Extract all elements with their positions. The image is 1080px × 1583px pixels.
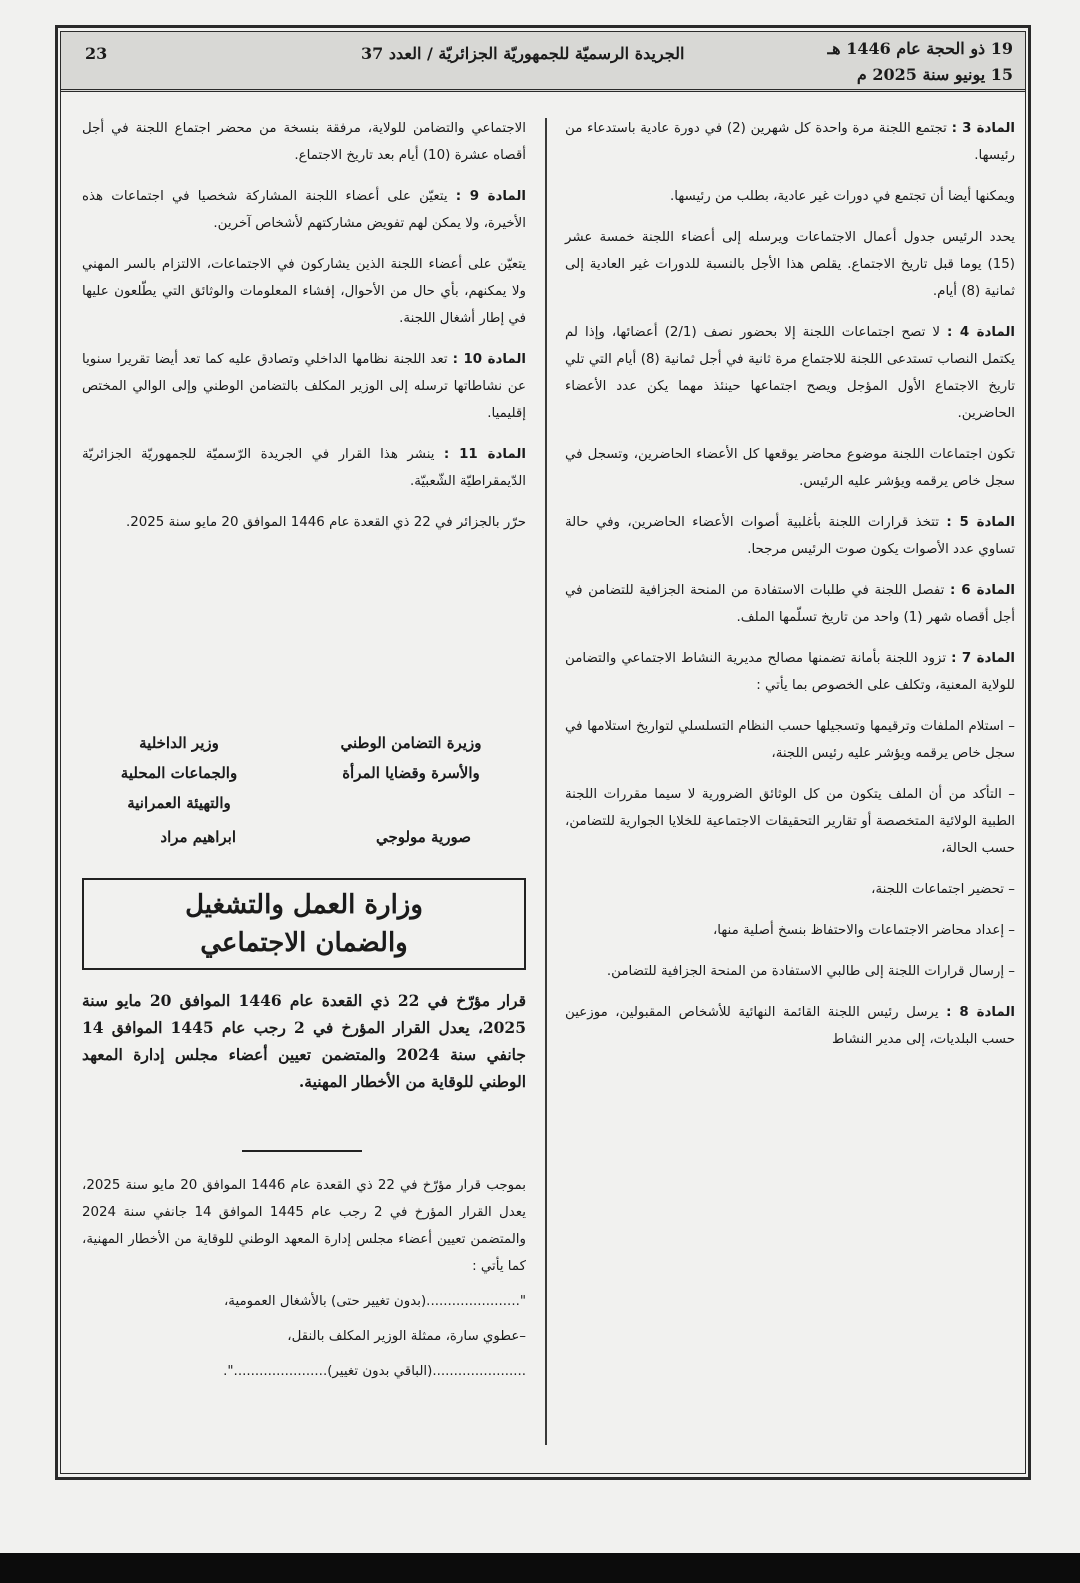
paragraph: –عطوي سارة، ممثلة الوزير المكلف بالنقل، xyxy=(287,1329,526,1344)
list-item: – إرسال قرارات اللجنة إلى طالبي الاستفادة من المنحة الجزافية للتضامن. xyxy=(606,964,1015,979)
article-label: المادة 5 : xyxy=(946,515,1015,530)
article-label: المادة 6 : xyxy=(949,583,1015,598)
paragraph-text: يرسل رئيس اللجنة القائمة النهائية للأشخاص المقبولين، موزعين حسب البلديات، إلى مدير النشاط xyxy=(565,1005,1015,1047)
signer-solidarity-minister xyxy=(296,728,526,788)
paragraph: "......................(بدون تغيير حتى) بالأشغال العمومية، xyxy=(223,1294,526,1309)
decree-title: قرار مؤرّخ في 22 ذي القعدة عام 1446 الموافق 20 مايو سنة 2025، يعدل القرار المؤرخ في 2 رجب عام 1445 الموافق 14 جانفي سنة 2024 والمتضمن تعيين أعضاء مجلس إدارة المعهد الوطني للوقاية من الأخطار المهنية. xyxy=(82,991,527,1091)
paragraph-text: لا تصح اجتماعات اللجنة إلا بحضور نصف (2/1) أعضائها، وإذا لم يكتمل النصاب تستدعى اللجنة للاجتماع مرة ثانية في أجل ثمانية (8) أيام التي تلي تاريخ الاجتماع الأول المؤجل ويصح اجتماعها حينئذ مهما يكن عدد الأعضاء الحاضرين. xyxy=(565,325,1015,421)
signer-title-line: والأسرة وقضايا المرأة xyxy=(342,764,480,782)
article-11 xyxy=(82,441,526,495)
signer-name-a: صورية مولوجي xyxy=(375,828,471,846)
article-5 xyxy=(565,509,1015,563)
paragraph-text: تفصل اللجنة في طلبات الاستفادة من المنحة الجزافية للتضامن في أجل أقصاه شهر (1) واحد من تاريخ تسلّمها الملف. xyxy=(565,583,1015,625)
signatories xyxy=(82,728,526,868)
page-header xyxy=(61,32,1025,92)
article-label: المادة 4 : xyxy=(947,325,1016,340)
page-number: 23 xyxy=(85,44,108,63)
article-10 xyxy=(82,346,526,427)
signer-name-b: ابراهيم مراد xyxy=(160,828,236,846)
ministry-heading-line: والضمان الاجتماعي xyxy=(200,928,408,958)
ministry-heading-box xyxy=(82,878,526,970)
article-label: المادة 8 : xyxy=(946,1005,1015,1020)
signing-place-date: حرّر بالجزائر في 22 ذي القعدة عام 1446 الموافق 20 مايو سنة 2025. xyxy=(125,515,526,530)
paragraph-text: يتعيّن على أعضاء اللجنة المشاركة شخصيا في اجتماعات هذه الأخيرة، ولا يمكن لهم تفويض مشاركتهم لأشخاص آخرين. xyxy=(82,189,526,231)
right-column xyxy=(565,115,1015,1067)
paragraph-text: تجتمع اللجنة مرة واحدة كل شهرين (2) في دورة عادية باستدعاء من رئيسها. xyxy=(565,121,1015,163)
signer-title-line: والجماعات المحلية xyxy=(120,764,238,782)
paragraph: ويمكنها أيضا أن تجتمع في دورات غير عادية، بطلب من رئيسها. xyxy=(670,189,1015,204)
paragraph: يتعيّن على أعضاء اللجنة الذين يشاركون في الاجتماعات، الالتزام بالسر المهني ولا يمكنهم، بأي حال من الأحوال، إفشاء المعلومات والوثائق التي يطّلعون عليها في إطار أشغال اللجنة. xyxy=(82,257,526,326)
paragraph-text: تعد اللجنة نظامها الداخلي وتصادق عليه كما تعد أيضا تقريرا سنويا عن نشاطاتها ترسله إلى الوزير المكلف بالتضامن الوطني وإلى الوالي المختص إقليميا. xyxy=(82,352,526,421)
signer-title-line: وزير الداخلية xyxy=(139,734,219,752)
header-title: الجريدة الرسميّة للجمهوريّة الجزائريّة / العدد 37 xyxy=(361,44,685,63)
left-column xyxy=(82,115,526,550)
list-item: – تحضير اجتماعات اللجنة، xyxy=(871,882,1015,897)
article-9 xyxy=(82,183,526,237)
signer-title-line: وزيرة التضامن الوطني xyxy=(340,734,482,752)
article-3 xyxy=(565,115,1015,169)
article-label: المادة 11 : xyxy=(443,447,526,462)
paragraph: ......................(الباقي بدون تغيير)......................". xyxy=(223,1364,526,1379)
bottom-black-bar xyxy=(0,1553,1080,1583)
article-7 xyxy=(565,645,1015,699)
signer-interior-minister xyxy=(82,728,276,818)
header-date-hijri: 19 ذو الحجة عام 1446 هـ xyxy=(827,39,1013,58)
paragraph-text: تتخذ قرارات اللجنة بأغلبية أصوات الأعضاء الحاضرين، وفي حالة تساوي عدد الأصوات يكون صوت الرئيس مرجحا. xyxy=(565,515,1015,557)
article-4 xyxy=(565,319,1015,427)
article-label: المادة 10 : xyxy=(452,352,526,367)
list-item: – التأكد من أن الملف يتكون من كل الوثائق الضرورية لا سيما مقررات اللجنة الطبية الولائية المتخصصة أو تقارير التحقيقات الاجتماعية للخلايا الجوارية للتضامن، حسب الحالة، xyxy=(565,787,1015,856)
article-8 xyxy=(565,999,1015,1053)
paragraph-text: تزود اللجنة بأمانة تضمنها مصالح مديرية النشاط الاجتماعي والتضامن للولاية المعنية، وتكلف على الخصوص بما يأتي : xyxy=(565,651,1015,693)
article-6 xyxy=(565,577,1015,631)
header-date xyxy=(827,36,1013,88)
ministry-heading-line: وزارة العمل والتشغيل xyxy=(185,890,423,920)
signer-title-line: والتهيئة العمرانية xyxy=(127,794,231,812)
article-label: المادة 7 : xyxy=(951,651,1015,666)
article-label: المادة 3 : xyxy=(951,121,1016,136)
paragraph-text: ينشر هذا القرار في الجريدة الرّسميّة للجمهوريّة الجزائريّة الدّيمقراطيّة الشّعبيّة. xyxy=(82,447,526,489)
decree-body xyxy=(82,1172,526,1393)
article-label: المادة 9 : xyxy=(455,189,526,204)
list-item: – استلام الملفات وترقيمها وتسجيلها حسب النظام التسلسلي لتواريخ استلامها في سجل خاص يرقمه ويؤشر عليه رئيس اللجنة، xyxy=(565,719,1015,761)
paragraph: بموجب قرار مؤرّخ في 22 ذي القعدة عام 1446 الموافق 20 مايو سنة 2025، يعدل القرار المؤرخ في 2 رجب عام 1445 الموافق 14 جانفي سنة 2024 والمتضمن تعيين أعضاء مجلس إدارة المعهد الوطني للوقاية من الأخطار المهنية، كما يأتي : xyxy=(82,1178,527,1274)
list-item: – إعداد محاضر الاجتماعات والاحتفاظ بنسخ أصلية منها، xyxy=(712,923,1015,938)
paragraph: تكون اجتماعات اللجنة موضوع محاضر يوقعها كل الأعضاء الحاضرين، وتسجل في سجل خاص يرقمه ويؤشر عليه الرئيس. xyxy=(565,447,1015,489)
paragraph: يحدد الرئيس جدول أعمال الاجتماعات ويرسله إلى أعضاء اللجنة خمسة عشر (15) يوما قبل تاريخ الاجتماع. يقلص هذا الأجل بالنسبة للدورات غير العادية إلى ثمانية (8) أيام. xyxy=(565,230,1015,299)
column-divider xyxy=(545,118,547,1445)
separator-line xyxy=(242,1150,362,1152)
paragraph: الاجتماعي والتضامن للولاية، مرفقة بنسخة من محضر اجتماع اللجنة في أجل أقصاه عشرة (10) أيام بعد تاريخ الاجتماع. xyxy=(82,121,526,163)
header-date-gregorian: 15 يونيو سنة 2025 م xyxy=(856,65,1013,84)
